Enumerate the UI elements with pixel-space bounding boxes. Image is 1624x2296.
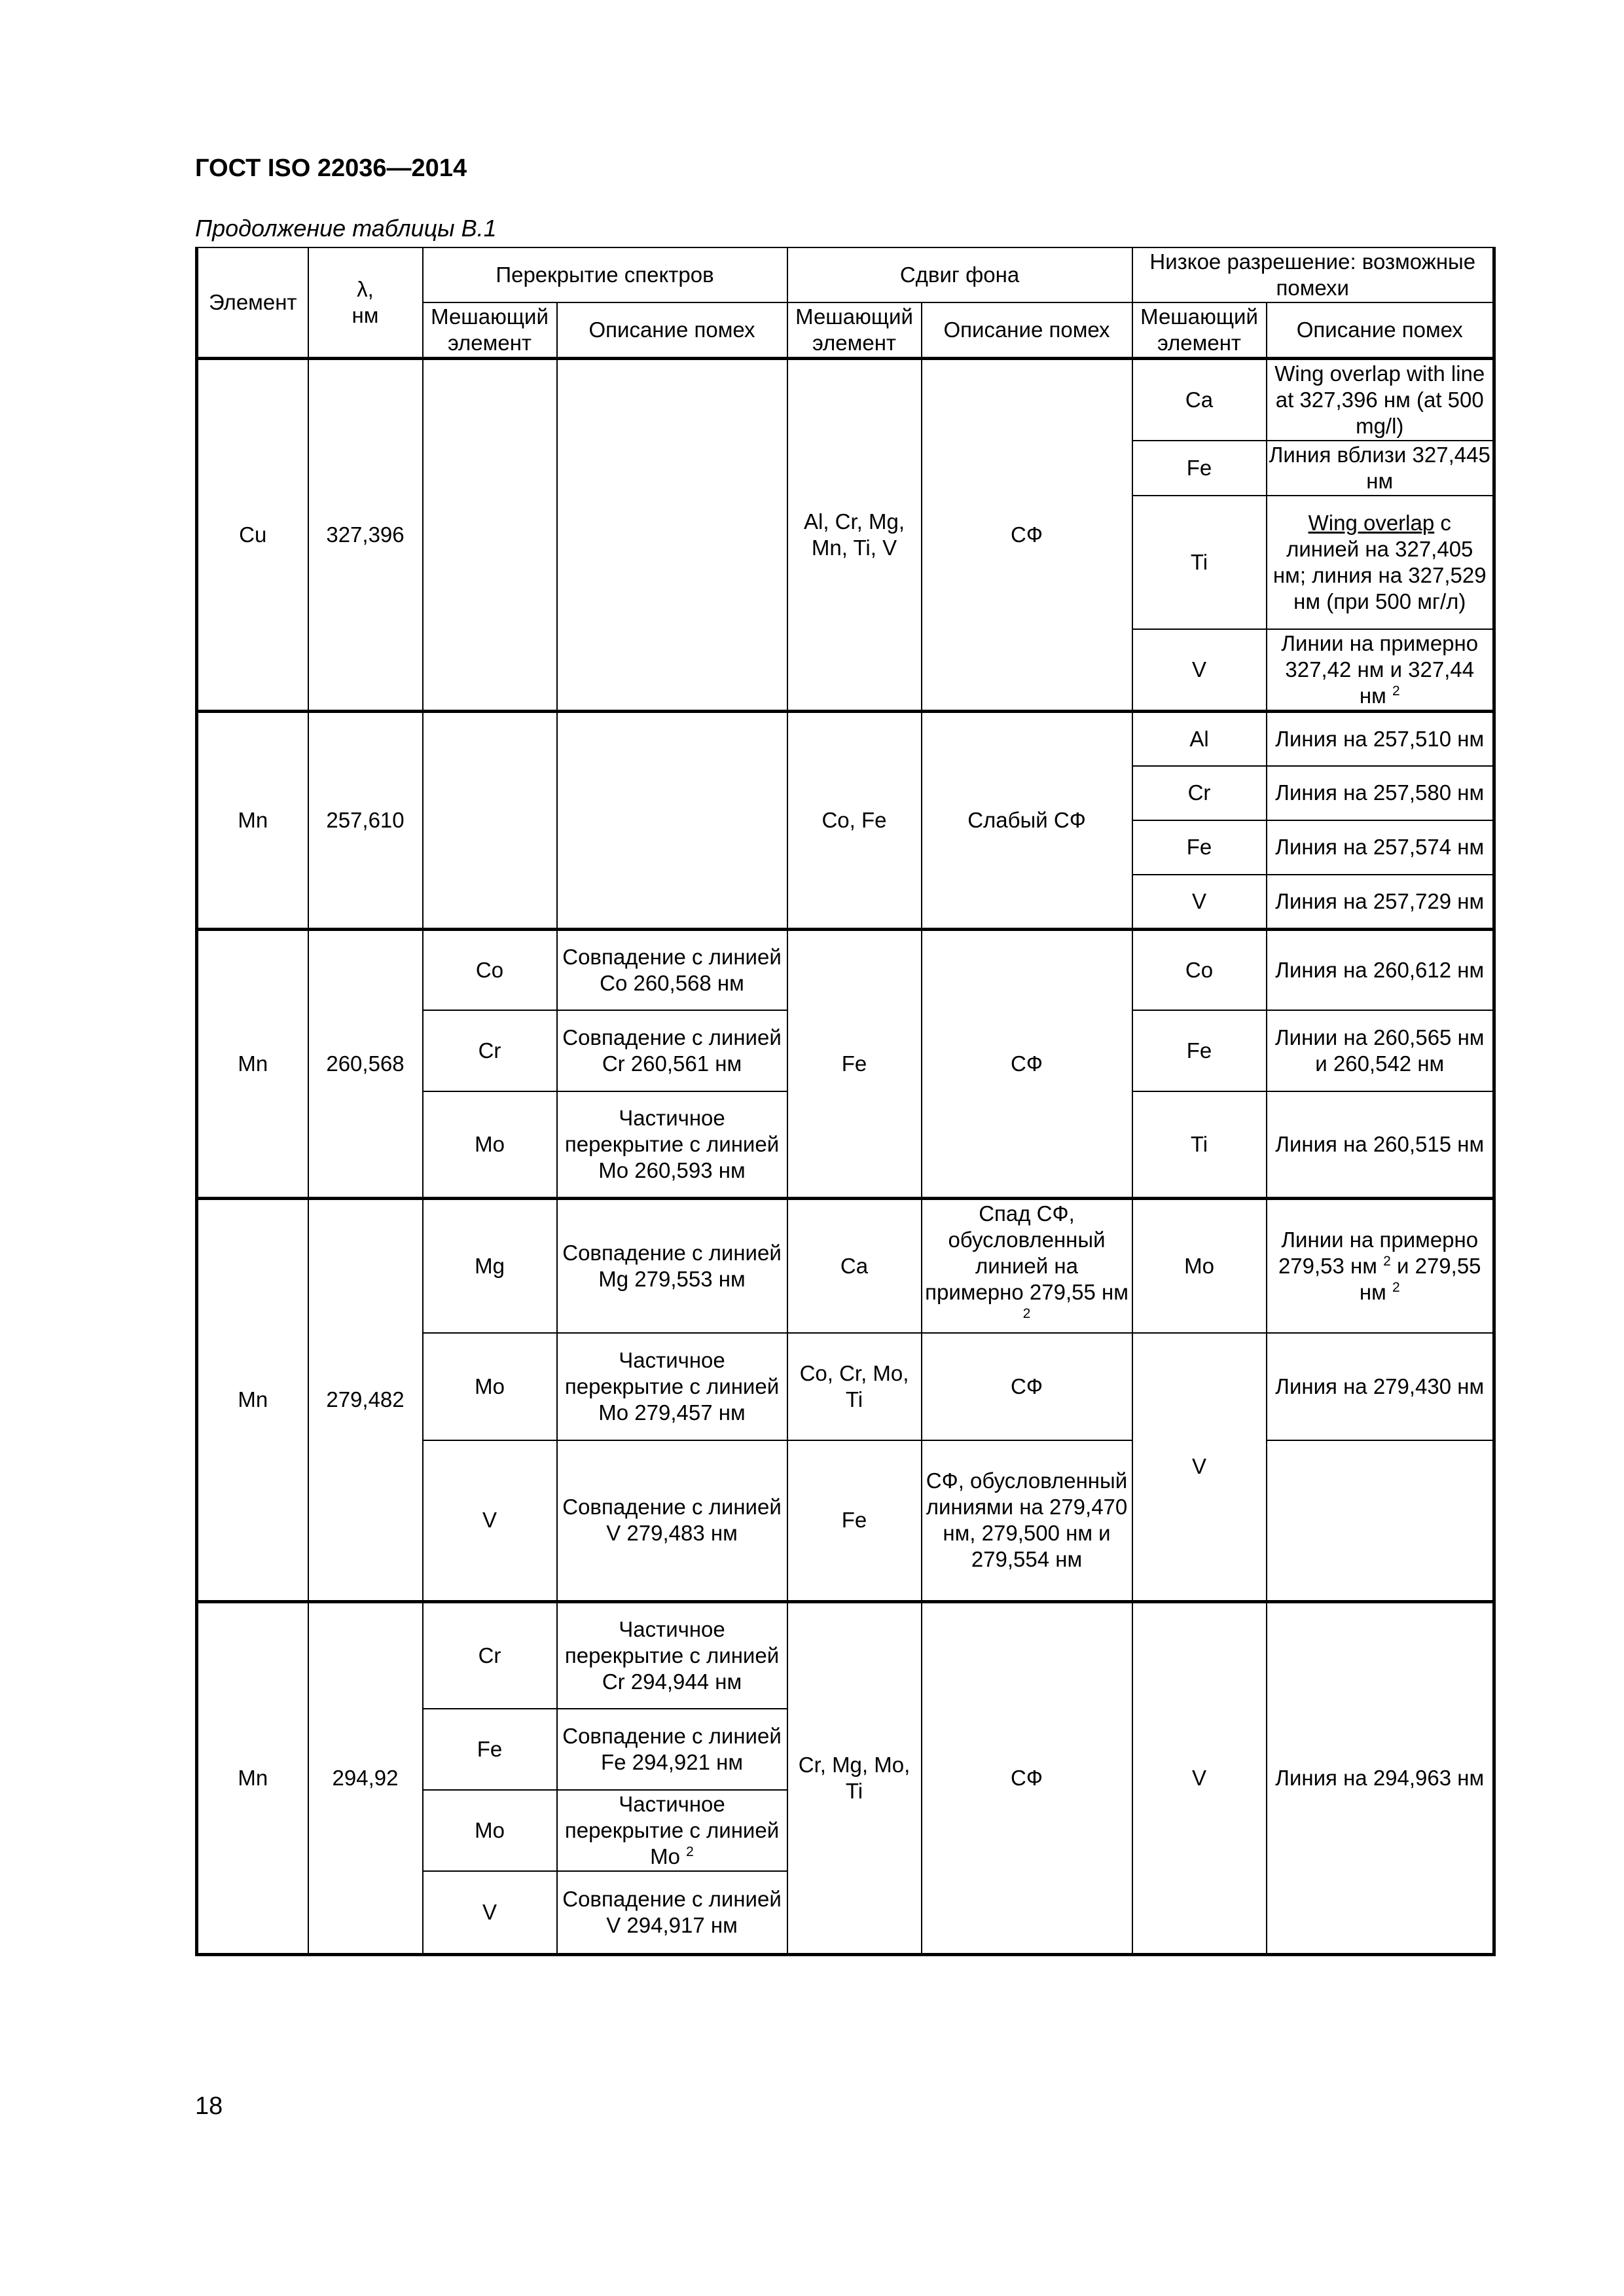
col-header-element: Элемент (197, 247, 308, 359)
subheader-interfering-element: Мешающий элемент (1132, 302, 1267, 359)
cell-wavelength: 327,396 (308, 359, 423, 712)
col-group-background-shift: Сдвиг фона (787, 247, 1132, 302)
table-caption: Продолжение таблицы В.1 (195, 215, 497, 242)
cell-lowres-element: Al (1132, 712, 1267, 766)
cell-lowres-description: Линия на 257,729 нм (1267, 875, 1494, 930)
cell-lowres-element: Mo (1132, 1199, 1267, 1334)
cell-overlap-description: Совпадение с линией Mg 279,553 нм (557, 1199, 787, 1334)
cell-lowres-description: Линия на 279,430 нм (1267, 1333, 1494, 1440)
subheader-interfering-element: Мешающий элемент (423, 302, 557, 359)
cell-overlap-element: V (423, 1871, 557, 1954)
cell-overlap-element: Co (423, 930, 557, 1010)
cell-lowres-element: V (1132, 875, 1267, 930)
cell-wavelength: 260,568 (308, 930, 423, 1199)
cell-overlap-element: Cr (423, 1010, 557, 1091)
cell-lowres-description: Линия на 257,510 нм (1267, 712, 1494, 766)
table-row (197, 930, 1494, 1010)
cell-lowres-description: Линия вблизи 327,445 нм (1267, 441, 1494, 496)
subheader-description: Описание помех (557, 302, 787, 359)
cell-overlap-element (423, 712, 557, 930)
cell-lowres-description: Линии на 260,565 нм и 260,542 нм (1267, 1010, 1494, 1091)
cell-overlap-description: Частичное перекрытие с линией Mo 279,457 нм (557, 1333, 787, 1440)
cell-lowres-description: Wing overlap с линией на 327,405 нм; линия на 327,529 нм (при 500 мг/л) (1267, 496, 1494, 629)
table-row (197, 1601, 1494, 1709)
cell-overlap-element: Mo (423, 1790, 557, 1871)
cell-lowres-element: V (1132, 629, 1267, 712)
cell-bg-description: СФ (922, 930, 1132, 1199)
table-header-row (197, 247, 1494, 302)
cell-lowres-element: V (1132, 1601, 1267, 1954)
cell-bg-description: СФ (922, 1333, 1132, 1440)
table-row (197, 712, 1494, 766)
document-header: ГОСТ ISO 22036—2014 (195, 155, 467, 182)
cell-overlap-description: Частичное перекрытие с линией Cr 294,944 нм (557, 1601, 787, 1709)
cell-lowres-description: Линия на 294,963 нм (1267, 1601, 1494, 1954)
cell-lowres-element: Co (1132, 930, 1267, 1010)
cell-lowres-element: Fe (1132, 820, 1267, 875)
footnote-ref: 2 (1022, 1306, 1031, 1321)
footnote-ref: 2 (686, 1844, 694, 1859)
cell-overlap-description: Частичное перекрытие с линией Mo 260,593 нм (557, 1091, 787, 1199)
cell-bg-element: Cr, Mg, Mo, Ti (787, 1601, 922, 1954)
cell-overlap-element (423, 359, 557, 712)
cell-wavelength: 279,482 (308, 1199, 423, 1602)
cell-bg-description: Спад СФ, обусловленный линией на примерно 279,55 нм $^2$ (922, 1199, 1132, 1334)
cell-lowres-description: Линия на 257,580 нм (1267, 766, 1494, 820)
cell-overlap-description: Совпадение с линией Fe 294,921 нм (557, 1709, 787, 1790)
cell-overlap-element: Cr (423, 1601, 557, 1709)
cell-overlap-element: V (423, 1440, 557, 1601)
cell-lowres-description: Линия на 260,515 нм (1267, 1091, 1494, 1199)
table-row (197, 359, 1494, 441)
cell-lowres-description: Линии на примерно 279,53 нм $^2$ и 279,55 нм $^2$ (1267, 1199, 1494, 1334)
cell-bg-description: СФ, обусловленный линиями на 279,470 нм, 279,500 нм и 279,554 нм (922, 1440, 1132, 1601)
cell-bg-element: Co, Fe (787, 712, 922, 930)
cell-bg-element: Al, Cr, Mg, Mn, Ti, V (787, 359, 922, 712)
underlined-term: Wing overlap (1308, 511, 1435, 535)
cell-lowres-description (1267, 1440, 1494, 1601)
subheader-description: Описание помех (922, 302, 1132, 359)
subheader-description: Описание помех (1267, 302, 1494, 359)
cell-element: Cu (197, 359, 308, 712)
cell-bg-description: СФ (922, 359, 1132, 712)
interference-table (195, 247, 1496, 1956)
cell-lowres-element: Fe (1132, 1010, 1267, 1091)
subheader-interfering-element: Мешающий элемент (787, 302, 922, 359)
cell-bg-element: Ca (787, 1199, 922, 1334)
cell-bg-element: Fe (787, 1440, 922, 1601)
cell-overlap-description: Частичное перекрытие с линией Mo $^2$ (557, 1790, 787, 1871)
cell-lowres-element: Ti (1132, 496, 1267, 629)
footnote-ref: 2 (1383, 1254, 1391, 1269)
cell-bg-element: Fe (787, 930, 922, 1199)
cell-overlap-description: Совпадение с линией V 279,483 нм (557, 1440, 787, 1601)
footnote-ref: 2 (1392, 1280, 1400, 1295)
cell-lowres-description: Линия на 257,574 нм (1267, 820, 1494, 875)
cell-overlap-description (557, 359, 787, 712)
cell-lowres-element: Fe (1132, 441, 1267, 496)
cell-lowres-element: V (1132, 1333, 1267, 1601)
cell-overlap-element: Mo (423, 1091, 557, 1199)
cell-bg-description: Слабый СФ (922, 712, 1132, 930)
cell-overlap-description: Совпадение с линией V 294,917 нм (557, 1871, 787, 1954)
cell-element: Mn (197, 930, 308, 1199)
cell-bg-description: СФ (922, 1601, 1132, 1954)
col-group-low-resolution: Низкое разрешение: возможные помехи (1132, 247, 1494, 302)
cell-overlap-element: Fe (423, 1709, 557, 1790)
cell-lowres-description: Линии на примерно 327,42 нм и 327,44 нм $^2$ (1267, 629, 1494, 712)
cell-lowres-element: Ti (1132, 1091, 1267, 1199)
cell-overlap-description: Совпадение с линией Cr 260,561 нм (557, 1010, 787, 1091)
cell-overlap-element: Mo (423, 1333, 557, 1440)
cell-lowres-description: Wing overlap with line at 327,396 нм (at 500 mg/l) (1267, 359, 1494, 441)
table-row (197, 1199, 1494, 1334)
col-group-spectral-overlap: Перекрытие спектров (423, 247, 787, 302)
cell-lowres-element: Ca (1132, 359, 1267, 441)
cell-overlap-description (557, 712, 787, 930)
cell-element: Mn (197, 1601, 308, 1954)
cell-wavelength: 257,610 (308, 712, 423, 930)
cell-overlap-description: Совпадение с линией Co 260,568 нм (557, 930, 787, 1010)
cell-lowres-element: Cr (1132, 766, 1267, 820)
cell-wavelength: 294,92 (308, 1601, 423, 1954)
footnote-ref: 2 (1392, 683, 1400, 699)
cell-lowres-description: Линия на 260,612 нм (1267, 930, 1494, 1010)
cell-overlap-element: Mg (423, 1199, 557, 1334)
cell-element: Mn (197, 712, 308, 930)
col-header-wavelength: λ, нм (308, 247, 423, 359)
cell-element: Mn (197, 1199, 308, 1602)
cell-bg-element: Co, Cr, Mo, Ti (787, 1333, 922, 1440)
page-number: 18 (195, 2092, 223, 2120)
